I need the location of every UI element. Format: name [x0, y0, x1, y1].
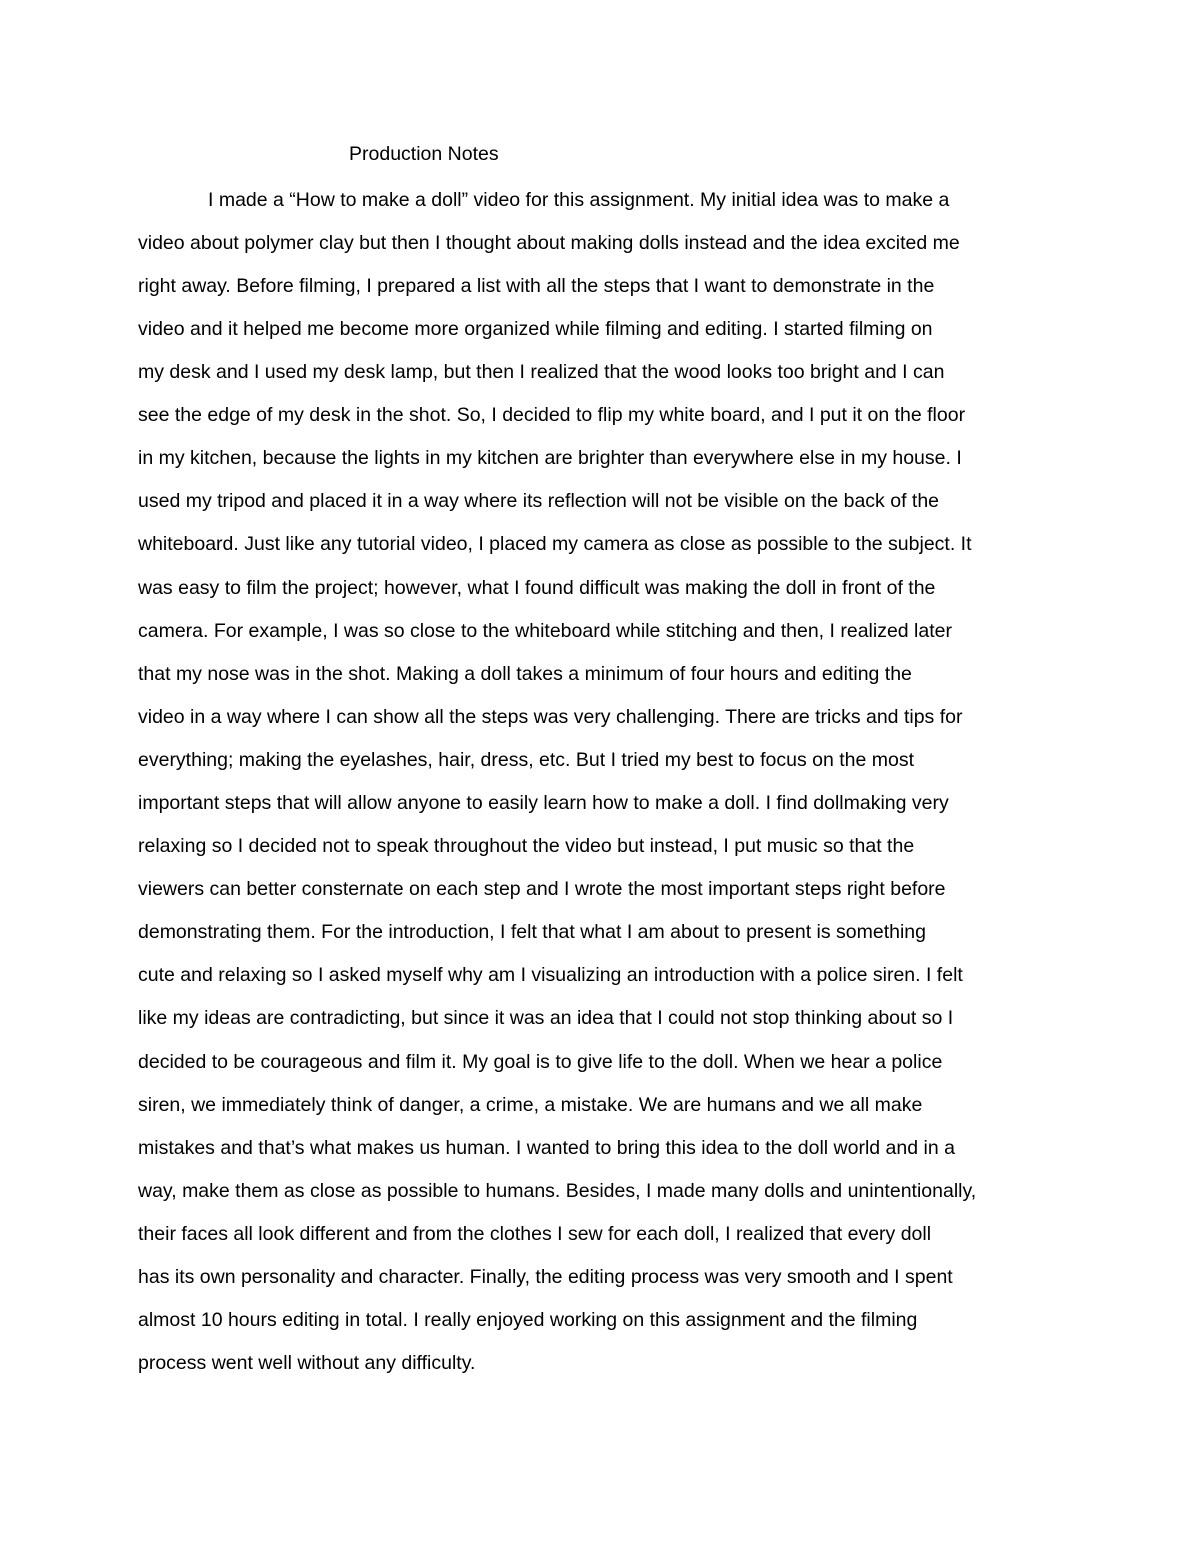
paragraph-line: cute and relaxing so I asked myself why am I visualizing an introduction with a police siren. I felt — [138, 964, 963, 986]
paragraph-line: process went well without any difficulty. — [138, 1352, 476, 1374]
paragraph-line: has its own personality and character. Finally, the editing process was very smooth and I spent — [138, 1266, 953, 1288]
paragraph-line: their faces all look different and from the clothes I sew for each doll, I realized that every doll — [138, 1223, 932, 1245]
paragraph-line: like my ideas are contradicting, but since it was an idea that I could not stop thinking about so I — [138, 1007, 954, 1029]
paragraph-line: my desk and I used my desk lamp, but then I realized that the wood looks too bright and I can — [138, 361, 945, 383]
paragraph-line: that my nose was in the shot. Making a doll takes a minimum of four hours and editing the — [138, 663, 912, 685]
paragraph-line: camera. For example, I was so close to the whiteboard while stitching and then, I realized later — [138, 620, 952, 642]
paragraph-line: almost 10 hours editing in total. I really enjoyed working on this assignment and the filming — [138, 1309, 918, 1331]
paragraph-line: in my kitchen, because the lights in my kitchen are brighter than everywhere else in my house. I — [138, 447, 962, 469]
paragraph-line: video in a way where I can show all the steps was very challenging. There are tricks and tips for — [138, 706, 963, 728]
paragraph-line: I made a “How to make a doll” video for this assignment. My initial idea was to make a — [208, 189, 950, 211]
paragraph-line: mistakes and that’s what makes us human. I wanted to bring this idea to the doll world and in a — [138, 1137, 955, 1159]
paragraph-line: viewers can better consternate on each step and I wrote the most important steps right before — [138, 878, 946, 900]
paragraph-line: video and it helped me become more organized while filming and editing. I started filming on — [138, 318, 933, 340]
paragraph-line: decided to be courageous and film it. My goal is to give life to the doll. When we hear a police — [138, 1051, 943, 1073]
paragraph-line: right away. Before filming, I prepared a list with all the steps that I want to demonstrate in the — [138, 275, 935, 297]
paragraph-line: demonstrating them. For the introduction, I felt that what I am about to present is something — [138, 921, 926, 943]
paragraph-line: siren, we immediately think of danger, a crime, a mistake. We are humans and we all make — [138, 1094, 923, 1116]
paragraph-line: relaxing so I decided not to speak throughout the video but instead, I put music so that the — [138, 835, 915, 857]
document-title: Production Notes — [349, 143, 499, 165]
paragraph-line: way, make them as close as possible to humans. Besides, I made many dolls and unintentionally, — [138, 1180, 977, 1202]
paragraph-line: used my tripod and placed it in a way where its reflection will not be visible on the back of the — [138, 490, 940, 512]
paragraph-line: important steps that will allow anyone to easily learn how to make a doll. I find dollmaking very — [138, 792, 949, 814]
paragraph-line: video about polymer clay but then I thought about making dolls instead and the idea excited me — [138, 232, 960, 254]
paragraph-line: everything; making the eyelashes, hair, dress, etc. But I tried my best to focus on the most — [138, 749, 915, 771]
paragraph-line: see the edge of my desk in the shot. So, I decided to flip my white board, and I put it on the floor — [138, 404, 966, 426]
paragraph-line: was easy to film the project; however, what I found difficult was making the doll in front of the — [138, 577, 936, 599]
paragraph-line: whiteboard. Just like any tutorial video, I placed my camera as close as possible to the subject. It — [138, 533, 972, 555]
